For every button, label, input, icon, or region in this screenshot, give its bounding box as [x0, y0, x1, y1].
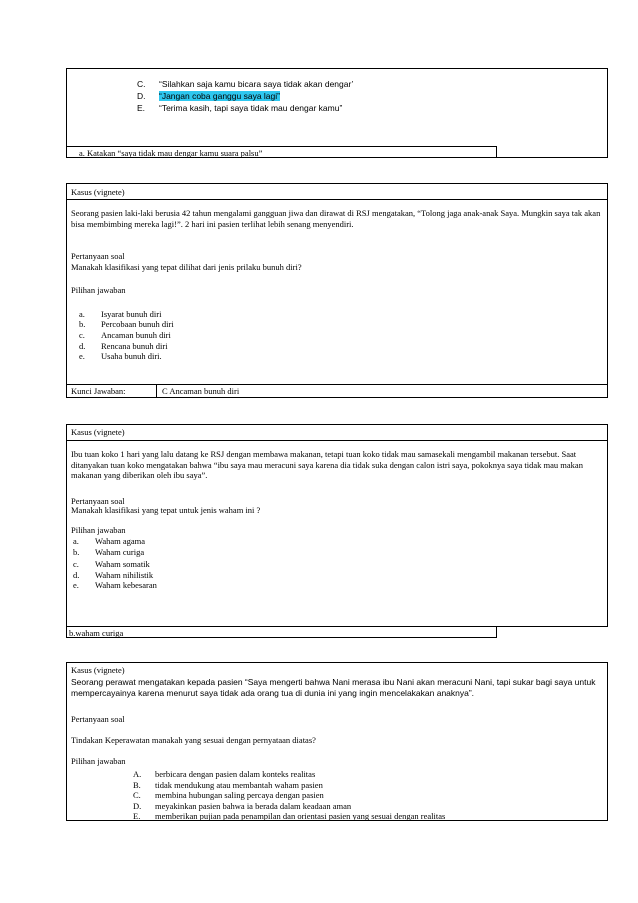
choice-letter: c.: [73, 559, 79, 569]
question-text: Manakah klasifikasi yang tepat untuk jenis waham ini ?: [71, 505, 261, 515]
question-block-3: [66, 662, 608, 821]
choice-letter: D.: [133, 801, 142, 811]
choice-letter: C.: [133, 790, 141, 800]
option-letter: C.: [137, 79, 146, 89]
answer-key-label: Kunci Jawaban:: [71, 386, 126, 396]
answer-text: b.waham curiga: [69, 628, 124, 638]
option-text: “Silahkan saja kamu bicara saya tidak akan dengar’: [159, 79, 354, 89]
answer-key-value: C Ancaman bunuh diri: [162, 386, 240, 396]
choice-e: [73, 580, 603, 591]
choice-letter: c.: [79, 330, 85, 340]
case-vignette: Seorang perawat mengatakan kepada pasien “Saya mengerti bahwa Nani merasa ibu Nani akan meracuni Nani, tapi sukar bagi saya untuk mempercayainya karena menurut saya tidak ada orang tua di dunia ini yang ingin mencelakakan anaknya”.: [71, 677, 596, 698]
choice-text: meyakinkan pasien bahwa ia berada dalam keadaan aman: [155, 801, 352, 811]
choices-label: Pilihan jawaban: [71, 756, 126, 766]
case-vignette: Seorang pasien laki-laki berusia 42 tahun mengalami gangguan jiwa dan dirawat di RSJ mengatakan, “Tolong jaga anak-anak Saya. Mungkin saya tak akan bisa membimbing mereka lagi!”. 2 hari ini pasien terlihat lebih senang menyendiri.: [71, 208, 601, 229]
choice-letter: A.: [133, 769, 142, 779]
choice-text: memberikan pujian pada penampilan dan orientasi pasien yang sesuai dengan realitas: [155, 811, 446, 821]
option-e: [137, 103, 603, 114]
option-letter: D.: [137, 91, 146, 101]
option-letter: E.: [137, 103, 146, 113]
choice-c: [73, 559, 603, 570]
choice-letter: a.: [79, 309, 85, 319]
question-label: Pertanyaan soal: [71, 251, 125, 261]
choice-b: [73, 547, 603, 558]
choice-letter: e.: [79, 351, 85, 361]
choices-label: Pilihan jawaban: [71, 285, 126, 295]
choice-text: Waham somatik: [95, 559, 150, 569]
divider: [67, 440, 607, 441]
choice-text: Waham curiga: [95, 547, 145, 557]
option-d: [137, 91, 603, 102]
choice-text: Waham agama: [95, 536, 146, 546]
choice-text: Percobaan bunuh diri: [101, 319, 174, 329]
choice-text: Waham nihilistik: [95, 570, 154, 580]
choice-letter: b.: [79, 319, 86, 329]
option-c: [137, 79, 603, 90]
choice-letter: d.: [73, 570, 80, 580]
case-label: Kasus (vignete): [71, 187, 125, 197]
case-label: Kasus (vignete): [71, 665, 125, 675]
choice-letter: E.: [133, 811, 141, 821]
case-vignette: Ibu tuan koko 1 hari yang lalu datang ke RSJ dengan membawa makanan, tetapi tuan koko tidak mau samasekali mengambil makanan tersebut. Saat ditanyakan tuan koko mengatakan bahwa “ibu saya mau meracuni saya karena dia tidak suka dengan calon istri saya, pokoknya saya tidak mau makan makanan yang diberikan oleh ibu saya”.: [71, 449, 583, 481]
question-label: Pertanyaan soal: [71, 714, 125, 724]
choices-label: Pilihan jawaban: [71, 525, 126, 535]
choice-a: [133, 769, 603, 780]
choice-a: [73, 536, 603, 547]
choice-c: [133, 790, 603, 801]
choice-text: Waham kebesaran: [95, 580, 157, 590]
answer-box: [66, 626, 497, 638]
choice-letter: a.: [73, 536, 79, 546]
option-text: “Terima kasih, tapi saya tidak mau dengar kamu”: [159, 103, 343, 113]
answer-box: [66, 146, 497, 158]
choice-e: [133, 811, 603, 822]
choice-text: tidak mendukung atau membantah waham pasien: [155, 780, 323, 790]
divider: [67, 384, 607, 385]
choice-letter: e.: [73, 580, 79, 590]
question-block-2: [66, 424, 608, 627]
choice-text: Rencana bunuh diri: [101, 341, 168, 351]
choice-text: Ancaman bunuh diri: [101, 330, 171, 340]
question-text: Manakah klasifikasi yang tepat dilihat dari jenis prilaku bunuh diri?: [71, 262, 302, 272]
highlighted-option-text: “Jangan coba ganggu saya lagi”: [159, 91, 280, 101]
divider: [67, 199, 607, 200]
choice-letter: b.: [73, 547, 80, 557]
answer-text: a. Katakan “saya tidak mau dengar kamu suara palsu”: [79, 148, 263, 158]
choice-text: Usaha bunuh diri.: [101, 351, 162, 361]
choice-text: Isyarat bunuh diri: [101, 309, 162, 319]
choice-text: membina hubungan saling percaya dengan pasien: [155, 790, 324, 800]
choice-c: [79, 330, 603, 341]
choice-letter: d.: [79, 341, 86, 351]
case-label: Kasus (vignete): [71, 427, 125, 437]
question-block-1: [66, 183, 608, 398]
question-block-continuation: [66, 68, 608, 158]
choice-b: [79, 319, 603, 330]
question-text: Tindakan Keperawatan manakah yang sesuai dengan pernyataan diatas?: [71, 735, 316, 745]
question-label: Pertanyaan soal: [71, 496, 125, 506]
choice-letter: B.: [133, 780, 141, 790]
choice-e: [79, 351, 603, 362]
choice-text: berbicara dengan pasien dalam konteks realitas: [155, 769, 316, 779]
